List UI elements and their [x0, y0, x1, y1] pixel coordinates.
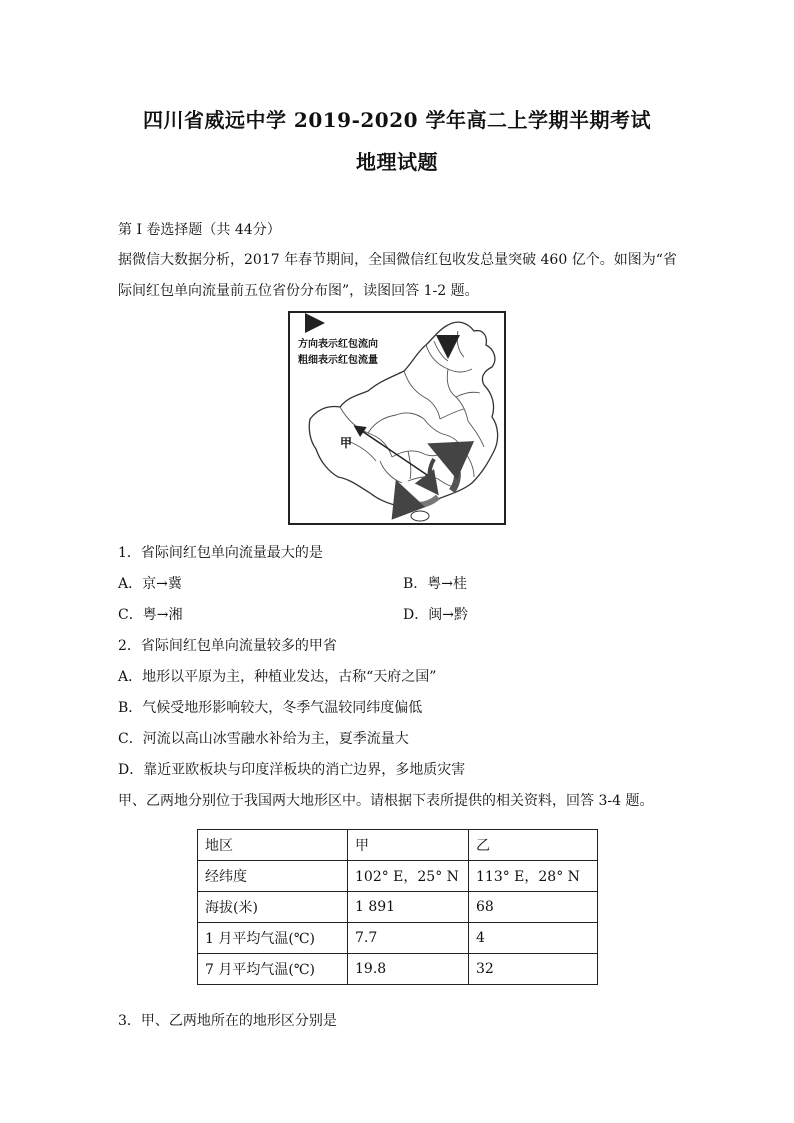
table-cell: 4: [469, 923, 598, 954]
q2-option-b: B．气候受地形影响较大，冬季气温较同纬度偏低: [118, 700, 423, 716]
intro-line-1: 据微信大数据分析，2017 年春节期间，全国微信红包收发总量突破 460 亿个。如图为“省: [118, 252, 677, 268]
q1-stem: 1．省际间红包单向流量最大的是: [118, 545, 323, 561]
exam-title: 四川省威远中学 2019-2020 学年高二上学期半期考试: [142, 108, 652, 132]
q1-option-c: C．粤→湘: [118, 607, 183, 623]
table-cell: 地区: [198, 830, 348, 861]
q2-option-a: A．地形以平原为主，种植业发达，古称“天府之国”: [118, 669, 437, 685]
table-cell: 102° E，25° N: [348, 861, 469, 892]
exam-subtitle: 地理试题: [356, 150, 438, 174]
province-jia-label: 甲: [340, 436, 353, 450]
table-cell: 1 891: [348, 892, 469, 923]
red-packet-flow-map: [288, 311, 506, 525]
table-cell: 乙: [469, 830, 598, 861]
table-row: [198, 830, 598, 861]
intro-3-4: 甲、乙两地分别位于我国两大地形区中。请根据下表所提供的相关资料，回答 3-4 题。: [118, 793, 654, 809]
intro-line-2: 际间红包单向流量前五位省份分布图”，读图回答 1-2 题。: [118, 283, 479, 299]
q1-option-d: D．闽→黔: [403, 607, 468, 623]
q1-option-a: A．京→冀: [118, 576, 182, 592]
table-cell: 113° E，28° N: [469, 861, 598, 892]
q1-option-b: B．粤→桂: [403, 576, 468, 592]
table-row: [198, 861, 598, 892]
table-row: [198, 892, 598, 923]
table-row: [198, 923, 598, 954]
table-cell: 32: [469, 954, 598, 985]
table-cell: 7 月平均气温(℃): [198, 954, 348, 985]
legend-direction-text: 方向表示红包流向: [298, 339, 378, 350]
table-cell: 19.8: [348, 954, 469, 985]
table-row: [198, 954, 598, 985]
table-cell: 海拔(米): [198, 892, 348, 923]
table-cell: 经纬度: [198, 861, 348, 892]
q2-stem: 2．省际间红包单向流量较多的甲省: [118, 638, 337, 654]
q2-option-d: D．靠近亚欧板块与印度洋板块的消亡边界，多地质灾害: [118, 762, 466, 778]
table-cell: 1 月平均气温(℃): [198, 923, 348, 954]
table-cell: 甲: [348, 830, 469, 861]
legend-thickness-text: 粗细表示红包流量: [298, 355, 378, 366]
section-heading: 第 I 卷选择题（共 44分）: [118, 222, 281, 238]
climate-data-table: [197, 829, 598, 985]
table-cell: 68: [469, 892, 598, 923]
table-cell: 7.7: [348, 923, 469, 954]
q3-stem: 3．甲、乙两地所在的地形区分别是: [118, 1013, 337, 1029]
q2-option-c: C．河流以高山冰雪融水补给为主，夏季流量大: [118, 731, 409, 747]
